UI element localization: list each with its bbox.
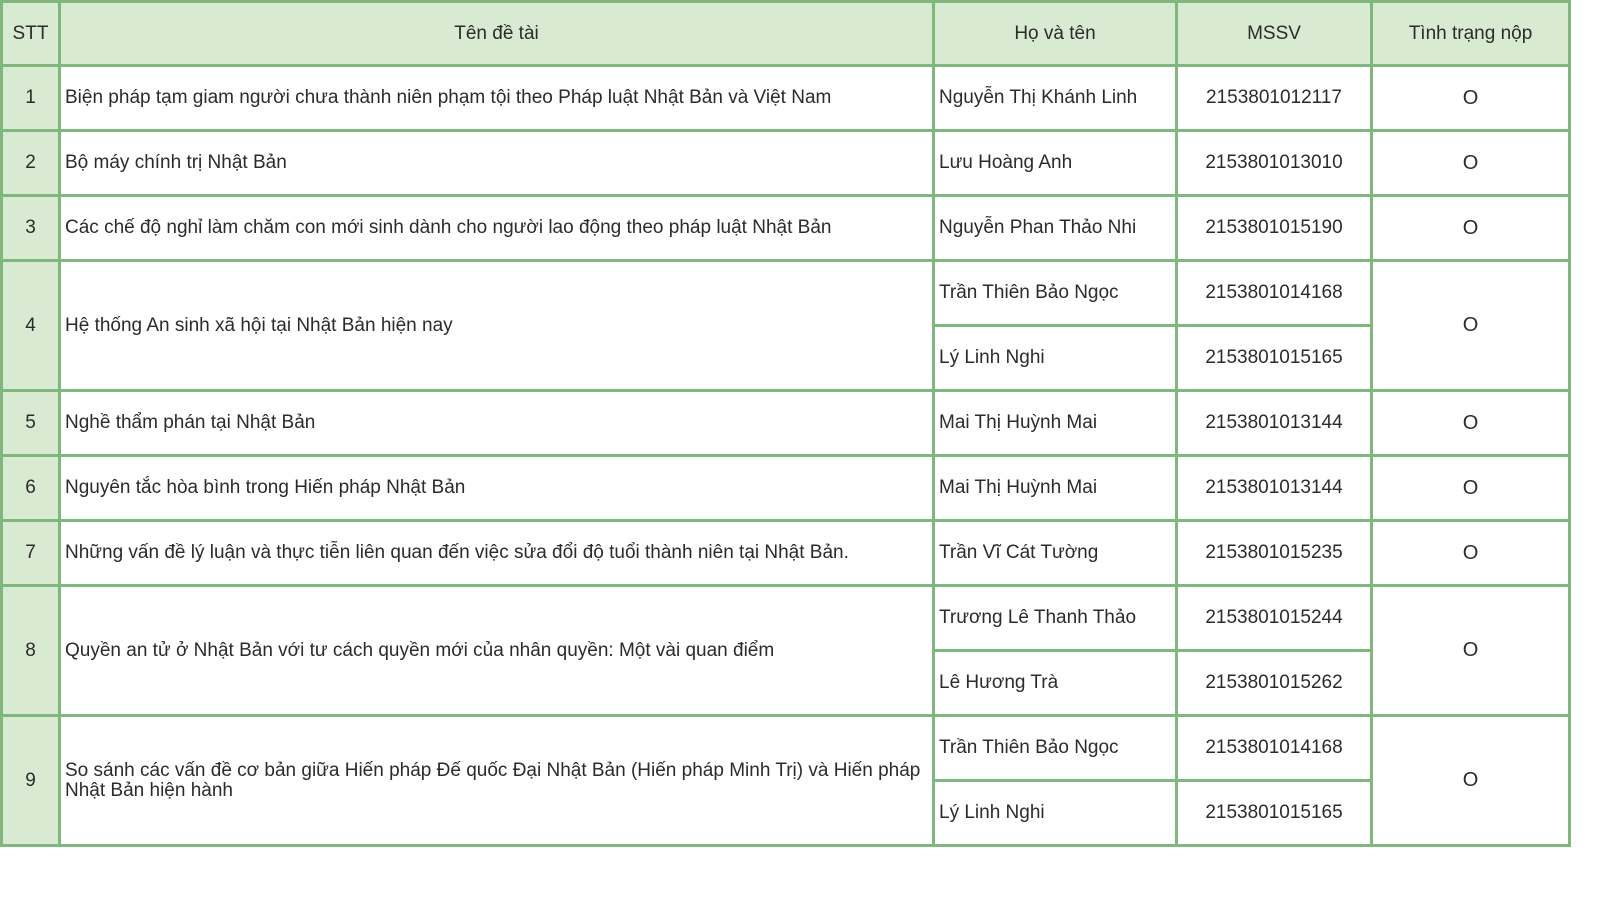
table-row bbox=[2, 521, 1570, 586]
cell-status[interactable]: O bbox=[1372, 716, 1570, 846]
cell-stt[interactable]: 6 bbox=[2, 456, 60, 521]
cell-stt[interactable]: 1 bbox=[2, 66, 60, 131]
cell-mssv[interactable]: 2153801015262 bbox=[1177, 651, 1372, 716]
cell-topic[interactable]: So sánh các vấn đề cơ bản giữa Hiến pháp Đế quốc Đại Nhật Bản (Hiến pháp Minh Trị) và Hiến pháp Nhật Bản hiện hành bbox=[60, 716, 934, 846]
cell-mssv[interactable]: 2153801015190 bbox=[1177, 196, 1372, 261]
cell-name[interactable]: Mai Thị Huỳnh Mai bbox=[934, 391, 1177, 456]
cell-name[interactable]: Trần Thiên Bảo Ngọc bbox=[934, 716, 1177, 781]
cell-stt[interactable]: 8 bbox=[2, 586, 60, 716]
header-row bbox=[2, 2, 1570, 66]
cell-status[interactable]: O bbox=[1372, 391, 1570, 456]
table-row bbox=[2, 131, 1570, 196]
cell-mssv[interactable]: 2153801013010 bbox=[1177, 131, 1372, 196]
cell-mssv[interactable]: 2153801015165 bbox=[1177, 326, 1372, 391]
cell-stt[interactable]: 9 bbox=[2, 716, 60, 846]
header-stt[interactable]: STT bbox=[2, 2, 60, 66]
table-row bbox=[2, 391, 1570, 456]
table-row bbox=[2, 716, 1570, 781]
cell-name[interactable]: Nguyễn Phan Thảo Nhi bbox=[934, 196, 1177, 261]
cell-mssv[interactable]: 2153801013144 bbox=[1177, 456, 1372, 521]
table-row bbox=[2, 456, 1570, 521]
cell-mssv[interactable]: 2153801015244 bbox=[1177, 586, 1372, 651]
cell-mssv[interactable]: 2153801014168 bbox=[1177, 261, 1372, 326]
cell-mssv[interactable]: 2153801015165 bbox=[1177, 781, 1372, 846]
cell-stt[interactable]: 3 bbox=[2, 196, 60, 261]
table-row bbox=[2, 261, 1570, 326]
header-topic[interactable]: Tên đề tài bbox=[60, 2, 934, 66]
cell-topic[interactable]: Bộ máy chính trị Nhật Bản bbox=[60, 131, 934, 196]
cell-topic[interactable]: Những vấn đề lý luận và thực tiễn liên quan đến việc sửa đổi độ tuổi thành niên tại Nhật Bản. bbox=[60, 521, 934, 586]
cell-status[interactable]: O bbox=[1372, 196, 1570, 261]
cell-name[interactable]: Mai Thị Huỳnh Mai bbox=[934, 456, 1177, 521]
cell-topic[interactable]: Nghề thẩm phán tại Nhật Bản bbox=[60, 391, 934, 456]
cell-status[interactable]: O bbox=[1372, 456, 1570, 521]
cell-name[interactable]: Lý Linh Nghi bbox=[934, 326, 1177, 391]
cell-stt[interactable]: 4 bbox=[2, 261, 60, 391]
cell-topic[interactable]: Quyền an tử ở Nhật Bản với tư cách quyền mới của nhân quyền: Một vài quan điểm bbox=[60, 586, 934, 716]
cell-stt[interactable]: 5 bbox=[2, 391, 60, 456]
cell-stt[interactable]: 7 bbox=[2, 521, 60, 586]
cell-status[interactable]: O bbox=[1372, 521, 1570, 586]
table-row bbox=[2, 66, 1570, 131]
cell-name[interactable]: Trương Lê Thanh Thảo bbox=[934, 586, 1177, 651]
header-name[interactable]: Họ và tên bbox=[934, 2, 1177, 66]
cell-topic[interactable]: Nguyên tắc hòa bình trong Hiến pháp Nhật Bản bbox=[60, 456, 934, 521]
cell-status[interactable]: O bbox=[1372, 66, 1570, 131]
cell-topic[interactable]: Hệ thống An sinh xã hội tại Nhật Bản hiện nay bbox=[60, 261, 934, 391]
cell-name[interactable]: Lê Hương Trà bbox=[934, 651, 1177, 716]
cell-name[interactable]: Trần Thiên Bảo Ngọc bbox=[934, 261, 1177, 326]
cell-mssv[interactable]: 2153801013144 bbox=[1177, 391, 1372, 456]
table-row bbox=[2, 196, 1570, 261]
cell-status[interactable]: O bbox=[1372, 131, 1570, 196]
cell-stt[interactable]: 2 bbox=[2, 131, 60, 196]
cell-name[interactable]: Trần Vĩ Cát Tường bbox=[934, 521, 1177, 586]
cell-name[interactable]: Nguyễn Thị Khánh Linh bbox=[934, 66, 1177, 131]
cell-status[interactable]: O bbox=[1372, 261, 1570, 391]
cell-name[interactable]: Lưu Hoàng Anh bbox=[934, 131, 1177, 196]
table-row bbox=[2, 586, 1570, 651]
cell-mssv[interactable]: 2153801014168 bbox=[1177, 716, 1372, 781]
cell-topic[interactable]: Các chế độ nghỉ làm chăm con mới sinh dành cho người lao động theo pháp luật Nhật Bản bbox=[60, 196, 934, 261]
cell-topic[interactable]: Biện pháp tạm giam người chưa thành niên phạm tội theo Pháp luật Nhật Bản và Việt Nam bbox=[60, 66, 934, 131]
cell-name[interactable]: Lý Linh Nghi bbox=[934, 781, 1177, 846]
header-status[interactable]: Tình trạng nộp bbox=[1372, 2, 1570, 66]
cell-status[interactable]: O bbox=[1372, 586, 1570, 716]
cell-mssv[interactable]: 2153801012117 bbox=[1177, 66, 1372, 131]
cell-mssv[interactable]: 2153801015235 bbox=[1177, 521, 1372, 586]
header-mssv[interactable]: MSSV bbox=[1177, 2, 1372, 66]
